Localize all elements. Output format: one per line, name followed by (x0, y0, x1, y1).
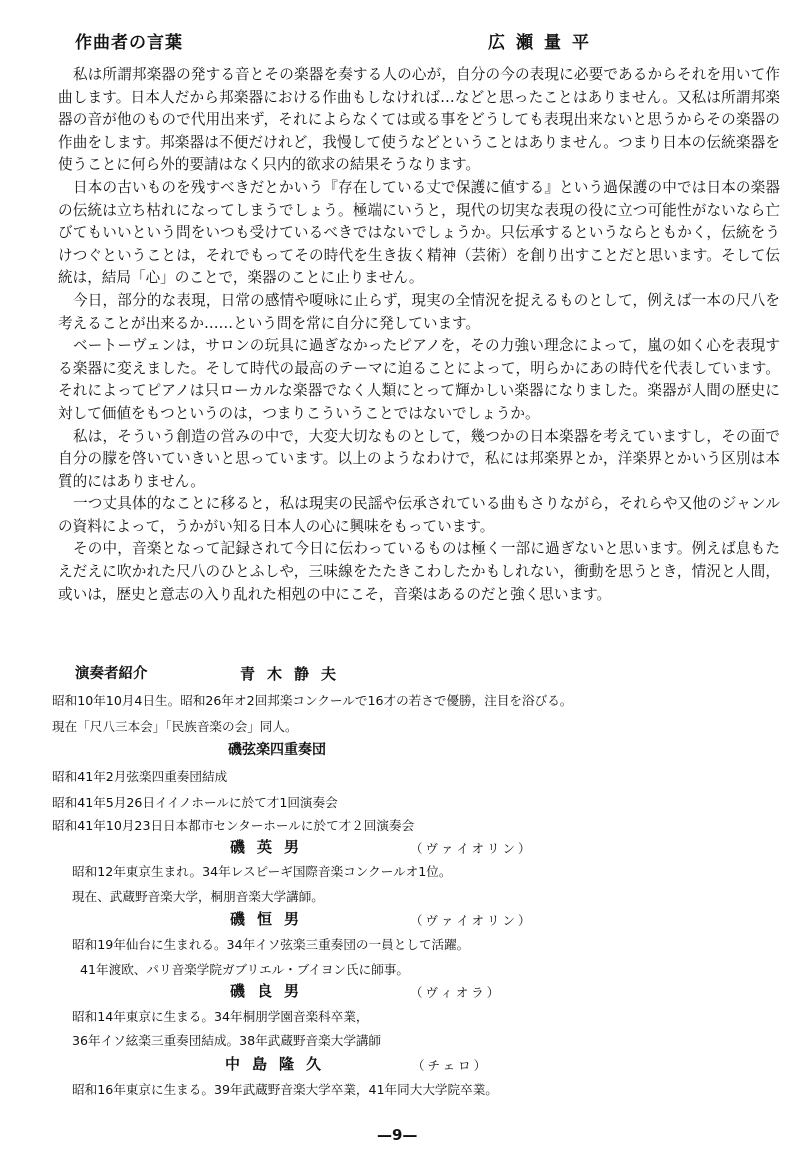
member-bio-line: 昭和12年東京生まれ。34年レスピーギ国際音楽コンクールオ1位。 (72, 864, 452, 879)
member-bio-line: 36年イソ絃楽三重奏団結成。38年武蔵野音楽大学講師 (72, 1033, 382, 1048)
member-bio-line: 昭和16年東京に生まる。39年武蔵野音楽大学卒業，41年同大大学院卒業。 (72, 1082, 498, 1097)
essay-paragraph: その中，音楽となって記録されて今日に伝わっているものは極く一部に過ぎないと思います。例えば息もたえだえに吹かれた尺八のひとふしや，三味線をたたきこわしたかもしれない，衝動を思うとき，情況と人間，或いは，歴史と意志の入り乱れた相剋の中にこそ，音楽はあるのだと強く思います。 (58, 540, 780, 603)
ensemble-history-line: 昭和41年5月26日イイノホールに於て才1回演奏会 (52, 795, 338, 810)
member-instrument: （ヴァイオリン） (410, 913, 534, 928)
ensemble-name: 磯弦楽四重奏団 (228, 742, 326, 758)
page-number: —9— (377, 1126, 418, 1144)
member-bio-line: 41年渡欧、パリ音楽学院ガブリエル・ブイヨン氏に師事。 (80, 962, 409, 977)
ensemble-history-line: 昭和41年10月23日日本都市センターホールに於て才２回演奏会 (52, 818, 415, 833)
composer-name: 広瀬量平 (488, 33, 600, 53)
member-bio-line: 昭和14年東京に生まる。34年桐朋学園音楽科卒業， (72, 1009, 369, 1024)
essay-paragraph: 日本の古いものを残すべきだとかいう『存在している丈で保護に値する』という過保護の中では日本の楽器の伝統は立ち枯れになってしまうでしょう。極端にいうと，現代の切実な表現の役に立つ可能性がないなら亡びてもいいという問をいつも受けているべきではないでしょうか。只伝承するというならともかく，伝統をうけつぐということは，それでもってその時代を生き抜く精神（芸術）を創り出すことだと思います。そして伝統は，結局「心」のことで，楽器のことに止りません。 (58, 178, 780, 287)
member-instrument: （ヴァイオリン） (410, 841, 534, 856)
member-name: 磯英男 (230, 838, 312, 856)
member-instrument: （ヴィオラ） (410, 985, 503, 1000)
essay-paragraph: 一つ丈具体的なことに移ると，私は現実の民謡や伝承されている曲もさりながら，それらや又他のジャンルの資料によって，うかがい知る日本人の心に興味をもっています。 (58, 495, 780, 535)
member-name: 磯恒男 (230, 910, 312, 928)
member-name: 中島隆久 (225, 1055, 334, 1073)
essay-paragraph: 私は，そういう創造の営みの中で，大変大切なものとして，幾つかの日本楽器を考えていますし，その面で自分の朦を啓いていきいと思っています。以上のようなわけで，私には邦楽界とか，洋楽界とかいう区別は本質的にはありません。 (58, 427, 780, 490)
essay-paragraph: ベートーヴェンは，サロンの玩具に過ぎなかったピアノを，その力強い理念によって，嵐の如く心を表現する楽器に変えました。そして時代の最高のテーマに迫ることによって，明らかにあの時代を代表しています。それによってピアノは只ローカルな楽器でなく人類にとって輝かしい楽器になりました。楽器が人間の歴史に対して価値をもつというのは，つまりこういうことではないでしょうか。 (58, 337, 780, 422)
performer-name: 青木静夫 (240, 665, 349, 683)
essay-paragraph: 今日，部分的な表現，日常の感情や嗄咏に止らず，現実の全情況を捉えるものとして，例えば一本の尺八を考えることが出来るか……という問を常に自分に発しています。 (58, 291, 780, 332)
performer-bio-line: 昭和10年10月4日生。昭和26年オ2回邦楽コンクールで16才の若さで優勝，注目を浴びる。 (52, 693, 573, 708)
section-title: 作曲者の言葉 (75, 33, 183, 53)
member-bio-line: 現在、武蔵野音楽大学，桐朋音楽大学講師。 (72, 889, 324, 904)
performers-heading: 演奏者紹介 (75, 666, 148, 682)
ensemble-history-line: 昭和41年2月弦楽四重奏団結成 (52, 769, 228, 784)
member-instrument: （チェロ） (412, 1058, 490, 1073)
member-bio-line: 昭和19年仙台に生まれる。34年イソ弦楽三重奏団の一員として活躍。 (72, 937, 470, 952)
member-name: 磯良男 (230, 982, 312, 1000)
composer-essay (58, 64, 780, 606)
performer-bio-line: 現在「尺八三本会」「民族音楽の会」同人。 (52, 719, 298, 734)
essay-paragraph: 私は所謂邦楽器の発する音とその楽器を奏する人の心が，自分の今の表現に必要であるからそれを用いて作曲します。日本人だから邦楽器における作曲もしなければ…などと思ったことはありません。又私は所謂邦楽器の音が他のもので代用出来ず，それによらなくては或る事をどうしても表現出来ないと思うからその楽器の作曲をします。邦楽器は不便だけれど，我慢して使うなどということはありません。つまり日本の伝統楽器を使うことに何ら外的要請はなく只内的欲求の結果そうなります。 (58, 66, 780, 174)
